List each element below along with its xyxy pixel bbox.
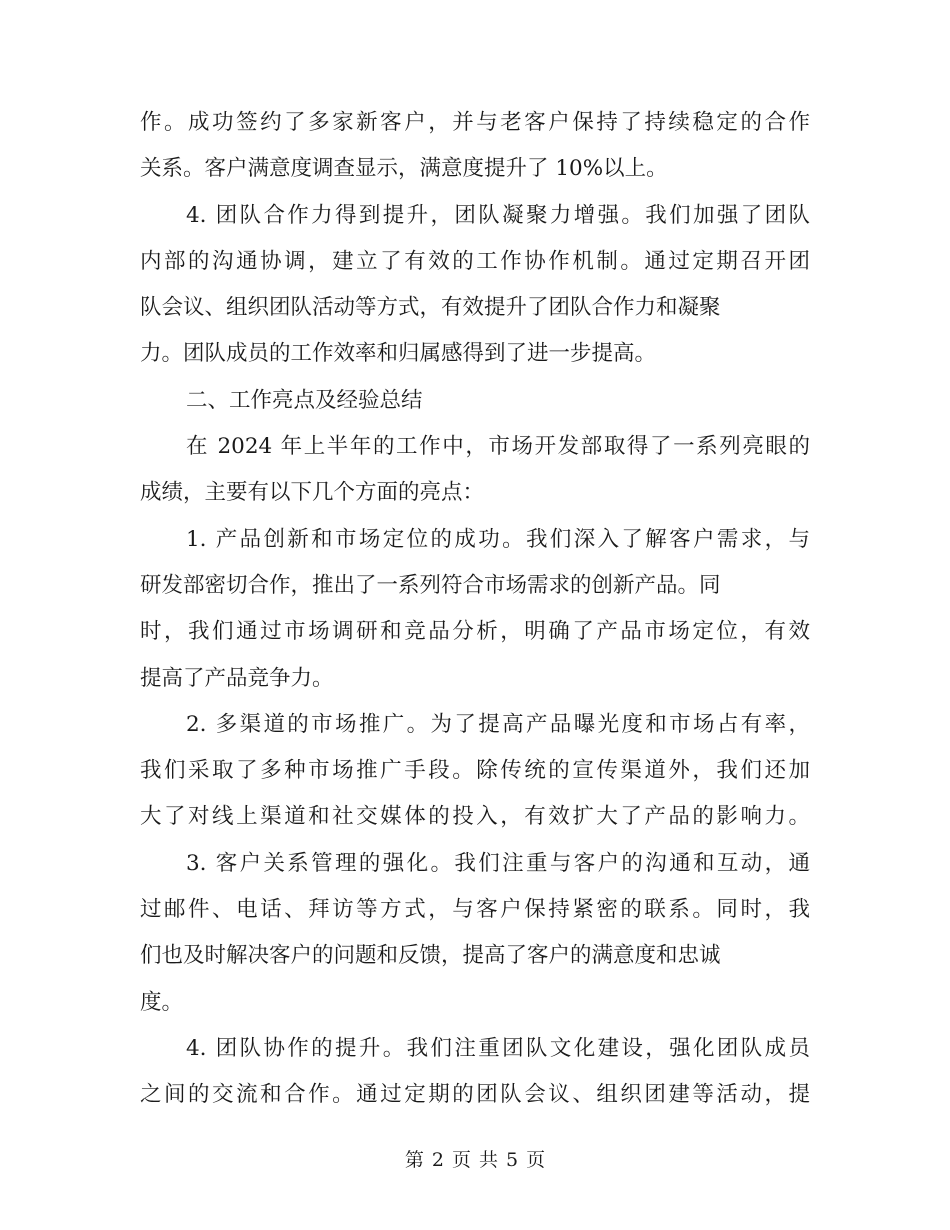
text-line: 大了对线上渠道和社交媒体的投入，有效扩大了产品的影响力。 xyxy=(140,804,810,830)
text-line: 成绩，主要有以下几个方面的亮点： xyxy=(140,480,485,506)
text-line: 之间的交流和合作。通过定期的团队会议、组织团建等活动，提 xyxy=(140,1082,810,1108)
text-line: 过邮件、电话、拜访等方式，与客户保持紧密的联系。同时，我 xyxy=(140,897,810,923)
text-line: 度。 xyxy=(140,989,184,1015)
text-line: 3. 客户关系管理的强化。我们注重与客户的沟通和互动，通 xyxy=(186,850,810,876)
text-line: 1. 产品创新和市场定位的成功。我们深入了解客户需求，与 xyxy=(186,526,810,552)
text-line: 们也及时解决客户的问题和反馈，提高了客户的满意度和忠诚 xyxy=(140,943,721,969)
page-number: 第 2 页 共 5 页 xyxy=(404,1149,546,1171)
text-line: 我们采取了多种市场推广手段。除传统的宣传渠道外，我们还加 xyxy=(140,758,810,784)
body-text xyxy=(140,100,810,1119)
text-line: 力。团队成员的工作效率和归属感得到了进一步提高。 xyxy=(140,341,657,367)
text-line: 时，我们通过市场调研和竞品分析，明确了产品市场定位，有效 xyxy=(140,619,810,645)
text-line: 2. 多渠道的市场推广。为了提高产品曝光度和市场占有率， xyxy=(186,711,810,737)
section-heading: 二、工作亮点及经验总结 xyxy=(186,387,423,413)
text-line: 在 2024 年上半年的工作中，市场开发部取得了一系列亮眼的 xyxy=(186,434,810,460)
text-line: 提高了产品竞争力。 xyxy=(140,665,334,691)
text-line: 4. 团队合作力得到提升，团队凝聚力增强。我们加强了团队 xyxy=(186,202,810,228)
text-line: 作。成功签约了多家新客户，并与老客户保持了持续稳定的合作 xyxy=(140,110,810,135)
text-line: 研发部密切合作，推出了一系列符合市场需求的创新产品。同 xyxy=(140,572,721,598)
text-line: 队会议、组织团队活动等方式，有效提升了团队合作力和凝聚 xyxy=(140,295,721,321)
text-line: 关系。客户满意度调查显示，满意度提升了 10%以上。 xyxy=(140,156,668,182)
text-line: 4. 团队协作的提升。我们注重团队文化建设，强化团队成员 xyxy=(186,1035,810,1061)
text-line: 内部的沟通协调，建立了有效的工作协作机制。通过定期召开团 xyxy=(140,248,810,274)
